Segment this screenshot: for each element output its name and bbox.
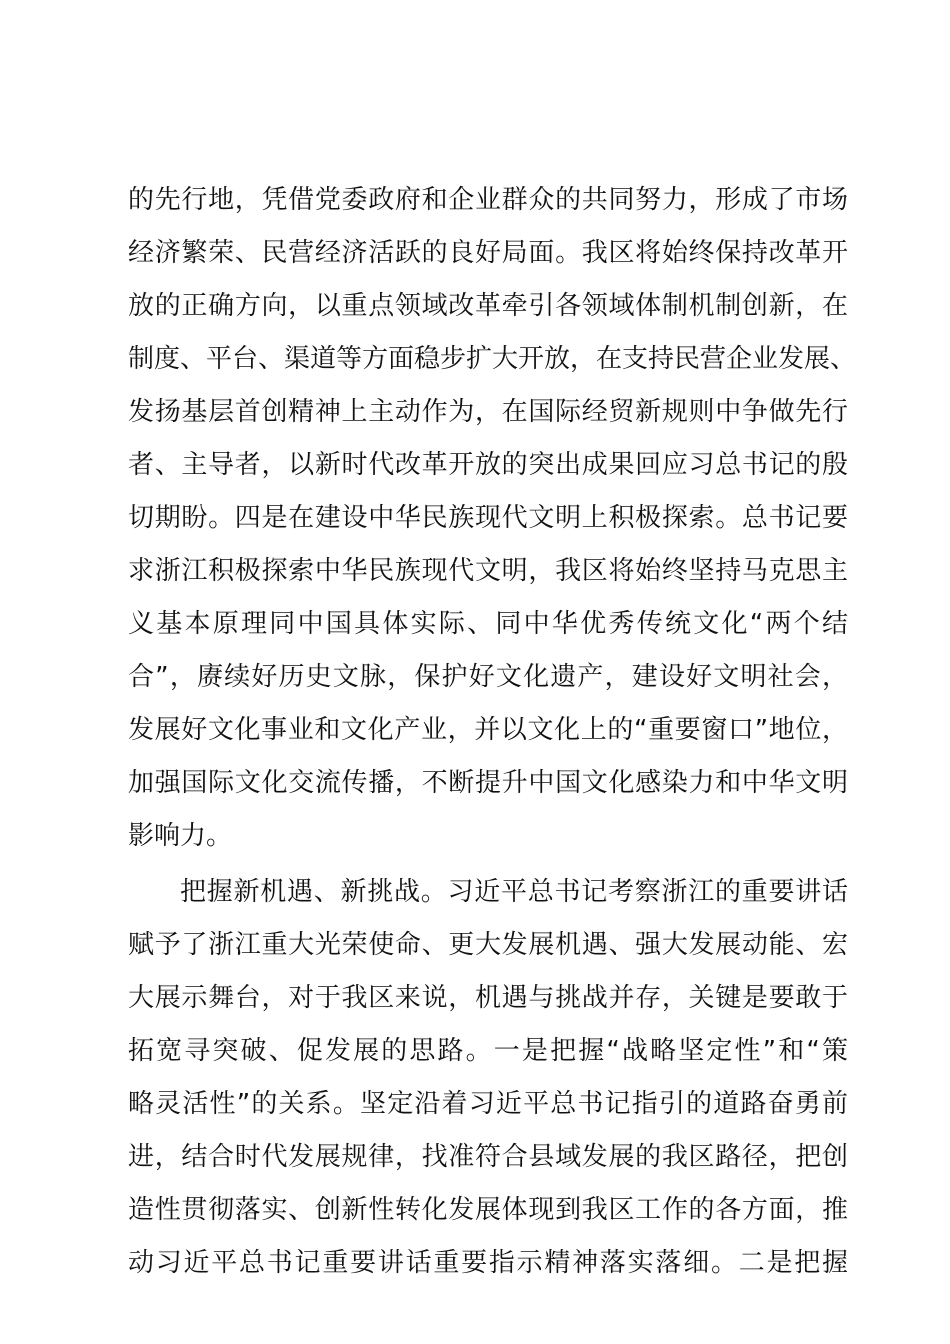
paragraph-2-line: 造性贯彻落实、创新性转化发展体现到我区工作的各方面，推 — [128, 1195, 848, 1225]
paragraph-1-line: 放的正确方向，以重点领域改革牵引各领域体制机制创新，在 — [128, 291, 848, 321]
paragraph-2-line: 进，结合时代发展规律，找准符合县域发展的我区路径，把创 — [128, 1142, 848, 1172]
paragraph-1-line: 发展好文化事业和文化产业，并以文化上的“重要窗口”地位， — [128, 715, 848, 745]
paragraph-1-line: 者、主导者，以新时代改革开放的突出成果回应习总书记的殷 — [128, 450, 848, 480]
paragraph-1-line: 的先行地，凭借党委政府和企业群众的共同努力，形成了市场 — [128, 185, 848, 215]
paragraph-2-line: 略灵活性”的关系。坚定沿着习近平总书记指引的道路奋勇前 — [128, 1089, 848, 1119]
paragraph-2-line: 拓宽寻突破、促发展的思路。一是把握“战略坚定性”和“策 — [128, 1036, 848, 1066]
paragraph-1-line: 影响力。 — [128, 821, 233, 851]
paragraph-1-line: 发扬基层首创精神上主动作为，在国际经贸新规则中争做先行 — [128, 397, 848, 427]
paragraph-1-line: 合”，赓续好历史文脉，保护好文化遗产，建设好文明社会， — [128, 662, 848, 692]
paragraph-1-line: 求浙江积极探索中华民族现代文明，我区将始终坚持马克思主 — [128, 556, 848, 586]
paragraph-1-line: 制度、平台、渠道等方面稳步扩大开放，在支持民营企业发展、 — [128, 344, 857, 374]
paragraph-1-line: 义基本原理同中国具体实际、同中华优秀传统文化“两个结 — [128, 609, 848, 639]
paragraph-1-line: 切期盼。四是在建设中华民族现代文明上积极探索。总书记要 — [128, 503, 848, 533]
paragraph-2-line: 动习近平总书记重要讲话重要指示精神落实落细。二是把握 — [128, 1248, 848, 1278]
paragraph-1-line: 经济繁荣、民营经济活跃的良好局面。我区将始终保持改革开 — [128, 238, 848, 268]
paragraph-2-line: 大展示舞台，对于我区来说，机遇与挑战并存，关键是要敢于 — [128, 983, 848, 1013]
paragraph-2-line: 赋予了浙江重大光荣使命、更大发展机遇、强大发展动能、宏 — [128, 930, 848, 960]
paragraph-2-line: 把握新机遇、新挑战。习近平总书记考察浙江的重要讲话 — [180, 877, 848, 907]
paragraph-1-line: 加强国际文化交流传播，不断提升中国文化感染力和中华文明 — [128, 768, 848, 798]
